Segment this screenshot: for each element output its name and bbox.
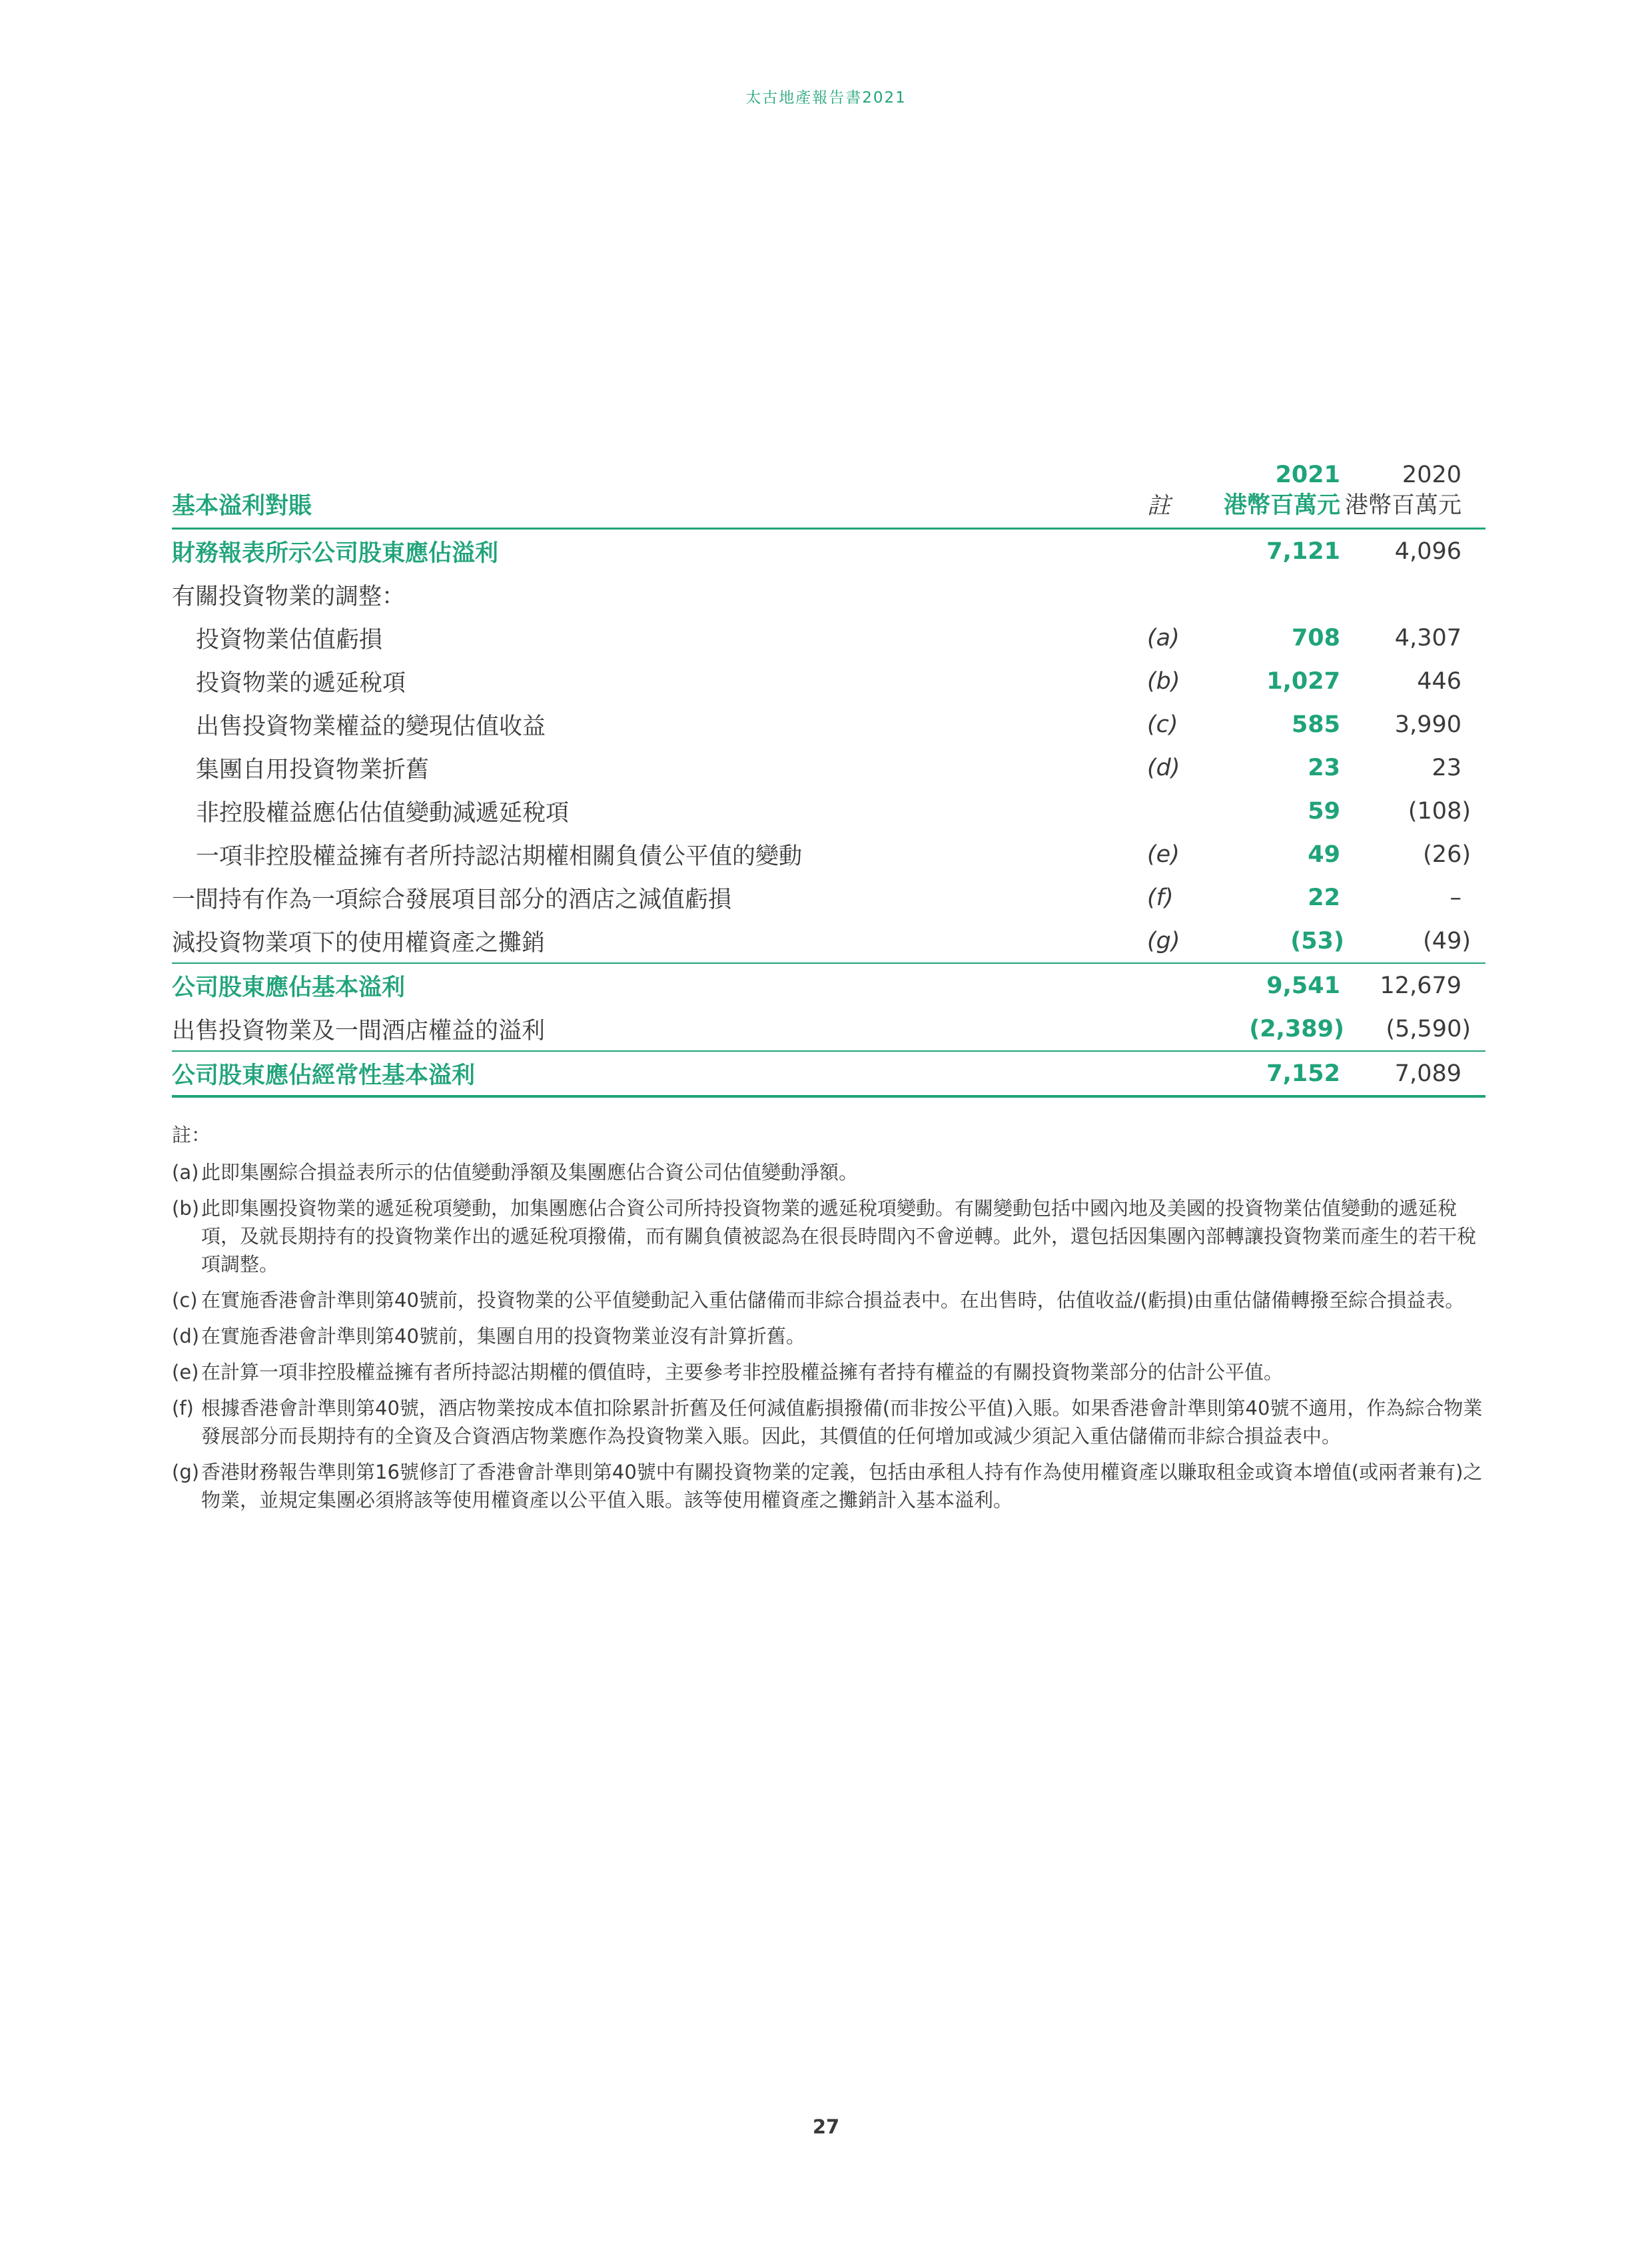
row-value-2021: 708 [1291,624,1340,651]
row-value-2020: 4,096 [1394,538,1461,565]
note-item [172,1322,1485,1350]
row-value-2021: (53) [1290,927,1344,954]
page-number: 27 [812,2115,840,2138]
column-header-2020 [1344,460,1485,529]
note-text: 此即集團綜合損益表所示的估值變動淨額及集團應佔合資公司估值變動淨額。 [201,1161,859,1184]
table-row [172,876,1485,919]
table-row [172,659,1485,703]
row-value-2021: 7,121 [1266,538,1340,565]
row-value-2021: 1,027 [1266,667,1340,695]
row-value-2020: 12,679 [1344,963,1485,1007]
reconciliation-table [172,460,1485,1098]
table-row [172,616,1485,659]
table-row [172,963,1485,1007]
note-item [172,1394,1485,1450]
row-label: 投資物業估值虧損 [196,626,383,653]
note-marker: (c) [172,1289,198,1311]
row-label: 公司股東應佔經常性基本溢利 [172,1051,1118,1096]
row-value-2021 [1191,573,1344,616]
table-row [172,1007,1485,1051]
row-label: 出售投資物業權益的變現估值收益 [196,713,546,740]
row-label: 集團自用投資物業折舊 [196,756,430,783]
row-note: (c) [1147,711,1178,738]
row-value-2020: 446 [1417,667,1461,695]
row-label: 一間持有作為一項綜合發展項目部分的酒店之減值虧損 [172,886,732,913]
row-note [1118,1007,1191,1051]
row-value-2020: (26) [1423,841,1471,868]
row-label: 減投資物業項下的使用權資產之攤銷 [172,929,546,956]
table-row [172,1051,1485,1096]
row-value-2021: 49 [1308,841,1340,868]
table-row [172,833,1485,876]
note-text: 香港財務報告準則第16號修訂了香港會計準則第40號中有關投資物業的定義，包括由承租人持有作為使用權資產以賺取租金或資本增值(或兩者兼有)之物業，並規定集團必須將該等使用權資產以公平值入賬。該等使用權資產之攤銷計入基本溢利。 [201,1461,1483,1511]
note-item [172,1358,1485,1386]
row-label: 投資物業的遞延稅項 [196,669,406,697]
row-value-2020: 23 [1432,754,1461,781]
column-2021-year: 2021 [1275,462,1340,488]
row-value-2021: 9,541 [1191,963,1344,1007]
row-value-2021: (2,389) [1249,1015,1344,1042]
table-row [172,573,1485,616]
note-marker: (b) [172,1197,200,1220]
row-note: (b) [1147,667,1180,695]
row-label: 公司股東應佔基本溢利 [172,963,1118,1007]
table-row [172,789,1485,833]
note-marker: (g) [172,1461,200,1483]
note-item [172,1194,1485,1278]
table-title: 基本溢利對賬 [172,460,1118,529]
row-note [1118,573,1191,616]
row-value-2020: 4,307 [1394,624,1461,651]
note-marker: (e) [172,1361,199,1383]
row-label: 財務報表所示公司股東應佔溢利 [172,540,499,567]
row-label: 一項非控股權益擁有者所持認沽期權相關負債公平值的變動 [196,843,803,870]
row-value-2021: 585 [1291,711,1340,738]
note-text: 在計算一項非控股權益擁有者所持認沽期權的價值時，主要參考非控股權益擁有者持有權益的有關投資物業部分的估計公平值。 [201,1361,1284,1383]
notes-title: 註： [172,1124,211,1146]
notes-section [172,1121,1485,1522]
row-note: (f) [1147,884,1174,911]
row-value-2021: 22 [1308,884,1340,911]
note-marker: (a) [172,1161,199,1184]
note-marker: (f) [172,1397,194,1419]
note-text: 在實施香港會計準則第40號前，集團自用的投資物業並沒有計算折舊。 [201,1325,805,1347]
row-value-2020: (5,590) [1386,1015,1471,1042]
column-header-2021 [1191,460,1344,529]
row-value-2021: 7,152 [1191,1051,1344,1096]
row-note: (e) [1147,841,1180,868]
row-note: (d) [1147,754,1180,781]
note-text: 在實施香港會計準則第40號前，投資物業的公平值變動記入重估儲備而非綜合損益表中。在出售時，估值收益/(虧損)由重估儲備轉撥至綜合損益表。 [201,1289,1465,1311]
table-row [172,703,1485,746]
note-item [172,1286,1485,1314]
table-row [172,746,1485,789]
row-value-2020: (49) [1423,927,1471,954]
row-value-2020: (108) [1408,797,1471,825]
row-note [1118,529,1191,573]
table-row [172,919,1485,963]
row-value-2020: 3,990 [1394,711,1461,738]
column-2020-unit: 港幣百萬元 [1344,492,1461,519]
row-value-2021: 23 [1308,754,1340,781]
row-value-2021: 59 [1308,797,1340,825]
row-label: 非控股權益應佔估值變動減遞延稅項 [196,799,570,827]
note-text: 此即集團投資物業的遞延稅項變動，加集團應佔合資公司所持投資物業的遞延稅項變動。有關變動包括中國內地及美國的投資物業估值變動的遞延稅項，及就長期持有的投資物業作出的遞延稅項撥備，而有關負債被認為在很長時間內不會逆轉。此外，還包括因集團內部轉讓投資物業而產生的若干稅項調整。 [201,1197,1477,1276]
row-value-2020: 7,089 [1344,1051,1485,1096]
table-row [172,529,1485,573]
row-note [1118,789,1191,833]
row-label: 有關投資物業的調整： [172,583,406,610]
column-2021-unit: 港幣百萬元 [1223,492,1340,519]
row-value-2020 [1344,573,1485,616]
column-2020-year: 2020 [1402,462,1461,488]
row-note: (g) [1147,927,1180,954]
row-label: 出售投資物業及一間酒店權益的溢利 [172,1017,546,1044]
row-value-2020: – [1449,884,1461,911]
note-item [172,1158,1485,1186]
note-item [172,1458,1485,1514]
row-note: (a) [1147,624,1180,651]
row-note [1118,963,1191,1007]
row-note [1118,1051,1191,1096]
note-text: 根據香港會計準則第40號，酒店物業按成本值扣除累計折舊及任何減值虧損撥備(而非按公平值)入賬。如果香港會計準則第40號不適用，作為綜合物業發展部分而長期持有的全資及合資酒店物業應作為投資物業入賬。因此，其價值的任何增加或減少須記入重估儲備而非綜合損益表中。 [201,1397,1483,1447]
table-header-row [172,460,1485,529]
note-column-header: 註 [1118,460,1191,529]
running-header: 太古地產報告書2021 [745,89,907,107]
note-marker: (d) [172,1325,200,1347]
